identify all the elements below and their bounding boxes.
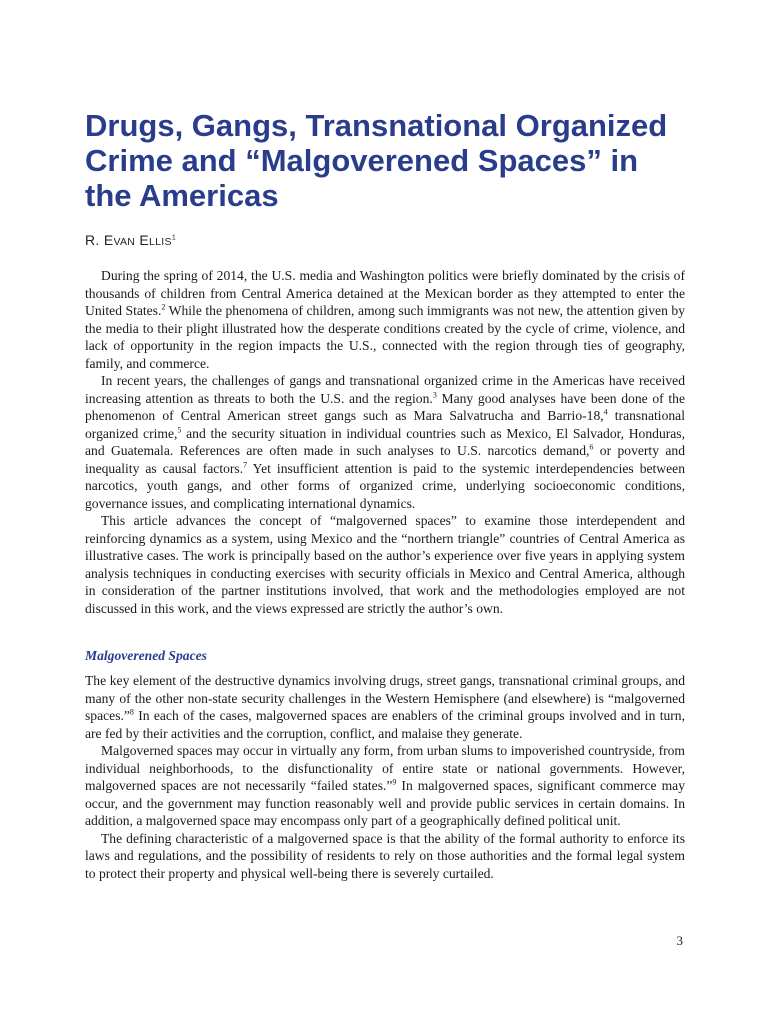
- paragraph-text: Malgoverned spaces may occur in virtually any form, from urban slums to impoverished countryside, from individual neighborhoods, to the disfunctionality of entire state or national governments. However, malgoverned spaces are not necessarily “failed states.”: [85, 743, 685, 793]
- footnote-ref: 9: [392, 777, 397, 787]
- author-first-cap: E: [103, 232, 114, 248]
- author-initial: R.: [85, 232, 100, 248]
- paragraph-text: or poverty and inequality as causal factors.: [85, 443, 685, 476]
- page-number: 3: [676, 933, 683, 948]
- paragraph: [85, 672, 685, 742]
- author-footnote-ref: 1: [171, 234, 177, 242]
- footnote-ref: 7: [243, 459, 248, 469]
- paragraph: [85, 830, 685, 883]
- paragraph-text: Yet insufficient attention is paid to the systemic interdependencies between narcotics, youth gangs, and other forms of organized crime, underlying socioeconomic conditions, governance issues, and complicating international dynamics.: [85, 460, 685, 511]
- paragraph-text: In malgoverned spaces, significant commerce may occur, and the government may function reasonably well and provide public services in certain domains. In addition, a malgoverned space may encompass only part of a geographically defined political unit.: [85, 778, 685, 828]
- paragraph-text: In each of the cases, malgoverned spaces are enablers of the criminal groups involved and in turn, are fed by their activities and the corruption, conflict, and malaise they generate.: [85, 708, 685, 741]
- footnote-ref: 4: [603, 407, 608, 417]
- paragraph-text: While the phenomena of children, among such immigrants was not new, the attention given by the media to their plight illustrated how the desperate conditions created by the cycle of crime, violence, and lack of opportunity in the region impacts the U.S., connected with the region through ties of geography, family, and commerce.: [85, 303, 685, 371]
- intro-body: [85, 267, 685, 617]
- footnote-ref: 2: [161, 302, 166, 312]
- section-body: [85, 672, 685, 882]
- paragraph-text: During the spring of 2014, the U.S. media and Washington politics were briefly dominated by the crisis of thousands of children from Central America detained at the Mexican border as they attempted to enter the United States.: [85, 268, 685, 318]
- paragraph: [85, 372, 685, 512]
- paragraph: [85, 267, 685, 372]
- footnote-ref: 3: [432, 389, 437, 399]
- paragraph-text: Many good analyses have been done of the phenomenon of Central American street gangs such as Mara Salvatrucha and Barrio-18,: [85, 390, 685, 423]
- paragraph: [85, 512, 685, 617]
- footnote-ref: 5: [177, 424, 182, 434]
- paragraph-text: transnational organized crime,: [85, 408, 685, 441]
- section-heading: Malgoverened Spaces: [85, 648, 207, 663]
- author-byline: [85, 232, 176, 248]
- author-first-rest: VAN: [113, 236, 136, 248]
- paragraph-text: This article advances the concept of “malgoverned spaces” to examine those interdependent and reinforcing dynamics as a system, using Mexico and the “northern triangle” countries of Central America as illustrative cases. The work is principally based on the author’s experience over five years in applying system analysis techniques in conducting exercises with security officials in Mexico and Central America, although in consideration of the partner institutions involved, that work and the methodologies employed are not discussed in this work, and the views expressed are strictly the author’s own.: [85, 513, 685, 616]
- paragraph-text: The key element of the destructive dynamics involving drugs, street gangs, transnational criminal groups, and many of the other non-state security challenges in the Western Hemisphere (and elsewhere) is “malgoverned spaces.”: [85, 673, 685, 723]
- author-last-cap: E: [139, 232, 150, 248]
- article-title: Drugs, Gangs, Transnational Organized Crime and “Malgoverened Spaces” in the Americas: [85, 108, 668, 213]
- paragraph-text: The defining characteristic of a malgoverned space is that the ability of the formal authority to enforce its laws and regulations, and the possibility of residents to rely on those authorities and the formal legal system to protect their property and physical well-being there is severely curtailed.: [85, 830, 685, 881]
- footnote-ref: 6: [589, 442, 594, 452]
- paragraph: [85, 742, 685, 830]
- paragraph-text: and the security situation in individual countries such as Mexico, El Salvador, Honduras, and Guatemala. References are often made in such analyses to U.S. narcotics demand,: [85, 425, 685, 458]
- author-last-rest: LLIS: [149, 236, 172, 248]
- footnote-ref: 8: [129, 707, 134, 717]
- paragraph-text: In recent years, the challenges of gangs and transnational organized crime in the Americas have received increasing attention as threats to both the U.S. and the region.: [85, 373, 685, 406]
